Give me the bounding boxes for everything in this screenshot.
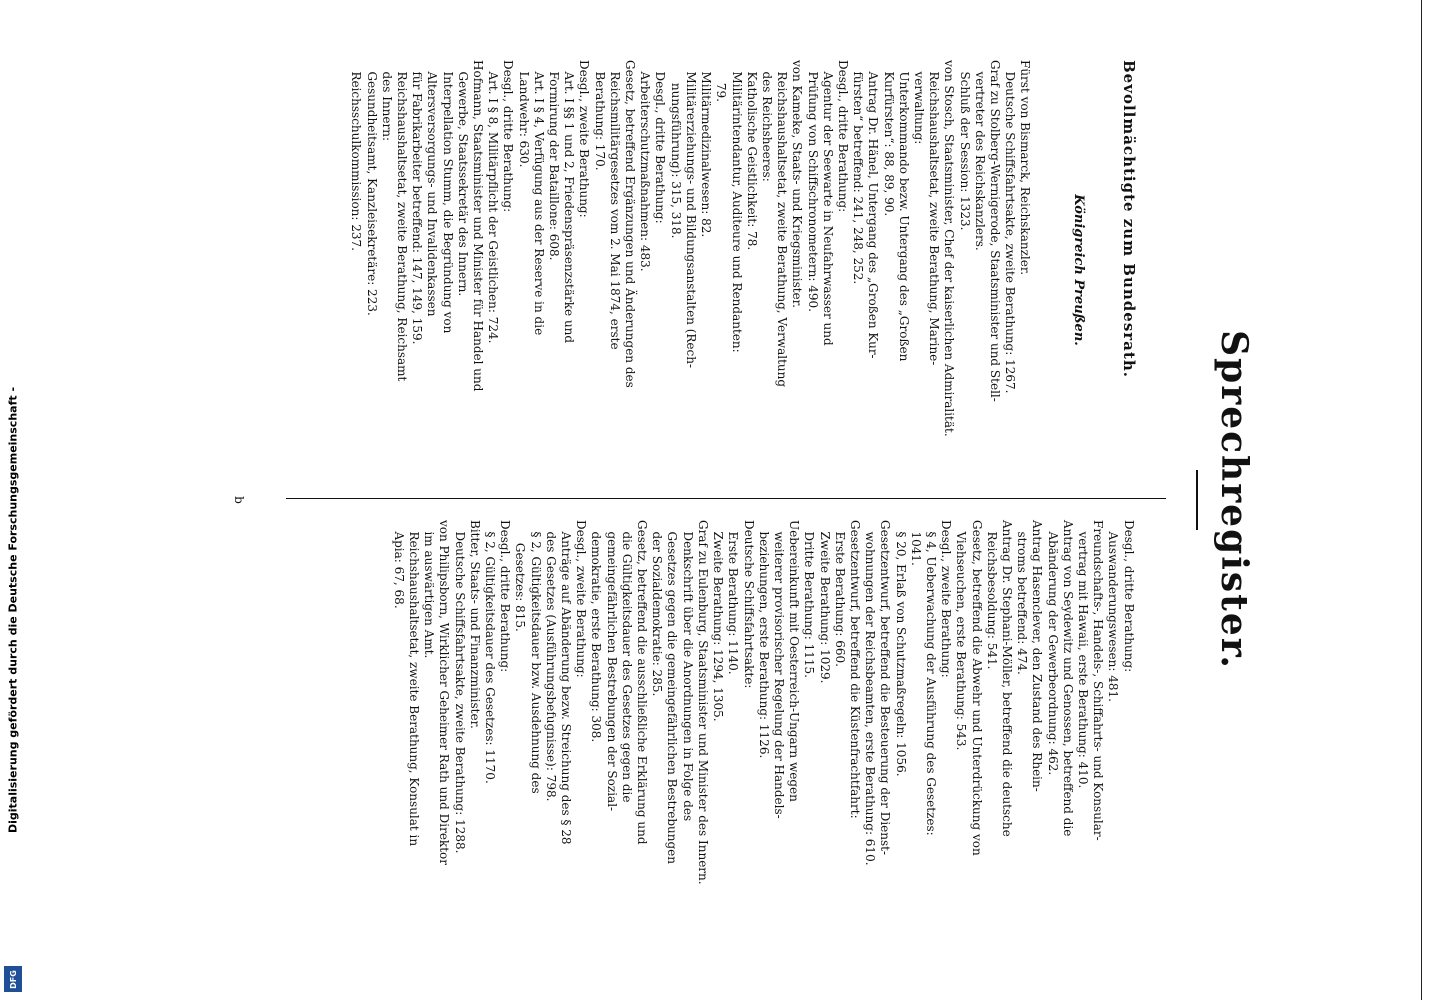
index-entry-line: für Fabrikarbeiter betreffend: 147, 149, 159. xyxy=(410,60,425,345)
index-entry-line: Deutsche Schiffsfahrtsakte, zweite Berathung: 1288. xyxy=(452,520,467,854)
index-entry-line: Landwehr: 630. xyxy=(516,60,531,168)
index-entry-line: der Sozialdemokratie: 285. xyxy=(650,520,665,697)
signature-mark: b xyxy=(232,496,246,504)
index-entry-line: Apia: 67, 68. xyxy=(391,520,406,609)
index-entry-line: vertrag mit Hawaii, erste Berathung: 410. xyxy=(1075,520,1090,789)
index-entry-line: § 20, Erlaß von Schutzmaßregeln: 1056. xyxy=(893,520,908,777)
index-entry-line: Art. I § 4, Verfügung aus der Reserve in die xyxy=(531,60,546,336)
index-entry-line: verwaltung: xyxy=(911,60,926,145)
index-entry-line: weiterer provisorischer Regelung der Handels- xyxy=(771,520,786,819)
right-column xyxy=(360,520,1166,940)
index-entry-line: im auswärtigen Amt. xyxy=(422,520,437,659)
index-entry-line: Auswanderungswesen: 481. xyxy=(1106,520,1121,702)
index-entry-line: Arbeiterschutzmaßnahmen: 483. xyxy=(638,60,653,272)
index-entry-line: Desgl., dritte Berathung: xyxy=(501,60,516,213)
index-entry-line: Desgl., dritte Berathung: xyxy=(498,520,513,673)
right-column-entries xyxy=(391,520,1136,940)
index-entry-line: Gesetzentwurf, betreffend die Besteuerung der Dienst- xyxy=(878,520,893,856)
index-entry-line: Desgl., dritte Berathung: xyxy=(1121,520,1136,673)
index-entry-line: 79. xyxy=(714,60,729,102)
index-entry-line: Zweite Berathung: 1294, 1305. xyxy=(711,520,726,722)
index-entry-line: Graf zu Eulenburg, Staatsminister und Minister des Innern. xyxy=(695,520,710,885)
index-entry-line: Gesetz, betreffend die Abwehr und Unterdrückung von xyxy=(969,520,984,856)
index-entry-line: Deutsche Schiffsfahrtsakte: xyxy=(741,520,756,689)
section-heading: Bevollmächtigte zum Bundesrath. xyxy=(1119,60,1138,378)
index-entry-line: Reichshaushaltsetat, zweite Berathung, Marine- xyxy=(927,60,942,366)
index-entry-line: Altersversorgungs- und Invalidenkassen xyxy=(425,60,440,317)
index-entry-line: Zweite Berathung: 1029. xyxy=(817,520,832,684)
index-entry-line: Reichsschulkommission: 237. xyxy=(349,60,364,251)
index-entry-line: Berathung: 170. xyxy=(592,60,607,171)
index-entry-line: demokratie, erste Berathung: 308. xyxy=(589,520,604,743)
index-entry-line: Militärerziehungs- und Bildungsanstalten (Rech- xyxy=(683,60,698,369)
index-entry-line: Reichsbesoldung: 541. xyxy=(984,520,999,670)
index-entry-line: Antrag Dr. Hänel, Untergang des „Großen Kur- xyxy=(866,60,881,359)
index-entry-line: Gesetzes gegen die gemeingefährlichen Bestrebungen xyxy=(665,520,680,864)
index-entry-line: Gesetz, betreffend Ergänzungen und Änderungen des xyxy=(623,60,638,388)
index-entry-line: des Reichsheeres: xyxy=(759,60,774,182)
index-entry-line: Art. I § 8, Militärpflicht der Geistlichen: 724. xyxy=(486,60,501,344)
column-divider xyxy=(286,498,1166,499)
index-entry-line: Prüfung von Schiffschronometern: 490. xyxy=(805,60,820,312)
index-entry-line: Gewerbe, Staatssekretär des Innern. xyxy=(455,60,470,297)
index-entry-line: Desgl., zweite Berathung: xyxy=(939,520,954,678)
index-entry-line: wohnungen der Reichsbeamten, erste Berathung: 610. xyxy=(863,520,878,866)
index-entry-line: Unterkommando bezw. Untergang des „Großen xyxy=(896,60,911,362)
index-entry-line: Schluß der Session: 1323. xyxy=(957,60,972,231)
index-entry-line: Freundschafts-, Handels-, Schiffahrts- und Konsular- xyxy=(1091,520,1106,841)
index-entry-line: Viehseuchen, erste Berathung: 543. xyxy=(954,520,969,751)
index-entry-line: § 4, Ueberwachung der Ausführung des Gesetzes: xyxy=(923,520,938,836)
index-entry-line: Militärmedizinalwesen: 82. xyxy=(699,60,714,238)
index-entry-line: stroms betreffend: 474. xyxy=(1015,520,1030,675)
index-entry-line: Antrag von Seydewitz und Genossen, betreffend die xyxy=(1060,520,1075,837)
index-entry-line: Interpellation Stumm, die Begründung von xyxy=(440,60,455,334)
index-entry-line: vertreter des Reichskanzlers. xyxy=(972,60,987,251)
index-entry-line: Erste Berathung: 660. xyxy=(832,520,847,667)
index-entry-line: nungsführung): 315, 318. xyxy=(668,60,683,239)
index-entry-line: 1041. xyxy=(908,520,923,566)
index-entry-line: Gesundheitsamt, Kanzleisekretäre: 223. xyxy=(364,60,379,316)
index-entry-line: Art. I §§ 1 und 2, Friedenspräsenzstärke und xyxy=(562,60,577,344)
index-entry-line: Denkschrift über die Anordnungen in Folge des xyxy=(680,520,695,822)
index-entry-line: Katholische Geistlichkeit: 78. xyxy=(744,60,759,251)
title-rule xyxy=(1196,470,1198,530)
index-entry-line: Antrag Dr. Stephani-Möller, betreffend die deutsche xyxy=(999,520,1014,837)
index-entry-line: Graf zu Stolberg-Wernigerode, Staatsminister und Stell- xyxy=(987,60,1002,402)
page-title: Sprechregister. xyxy=(1213,330,1255,670)
index-entry-line: Formirung der Bataillone: 608. xyxy=(547,60,562,261)
section-subheading: Königreich Preußen. xyxy=(1070,194,1086,346)
index-entry-line: Agentur der Seewarte in Neufahrwasser und xyxy=(820,60,835,346)
index-entry-line: von Philipsborn, Wirklicher Geheimer Rath und Direktor xyxy=(437,520,452,865)
index-entry-line: von Kameke, Staats- und Kriegsminister. xyxy=(790,60,805,308)
index-entry-line: des Gesetzes (Ausführungsbefugnisse): 798. xyxy=(543,520,558,802)
index-entry-line: fürsten“ betreffend: 241, 248, 252. xyxy=(851,60,866,285)
index-entry-line: Reichshaushaltsetat, zweite Berathung, Reichsamt xyxy=(395,60,410,382)
index-entry-line: Reichsmilitärgesetzes vom 2. Mai 1874, erste xyxy=(607,60,622,350)
index-entry-line: § 2, Gültigkeitsdauer des Gesetzes: 1170. xyxy=(483,520,498,784)
index-entry-line: Gesetzentwurf, betreffend die Küstenfrachtfahrt: xyxy=(847,520,862,819)
index-entry-line: gemeingefährlichen Bestrebungen der Sozial- xyxy=(604,520,619,812)
index-entry-line: Antrag Hasenclever, den Zustand des Rhein- xyxy=(1030,520,1045,792)
index-entry-line: Gesetzes: 815. xyxy=(513,520,528,632)
dfg-logo-text: DFG xyxy=(8,969,18,989)
index-entry-line: Hofmann, Staatsminister und Minister für Handel und xyxy=(471,60,486,392)
footer-text: Digitalisierung gefördert durch die Deutsche Forschungsgemeinschaft - xyxy=(6,386,20,834)
digitization-footer xyxy=(0,0,26,1000)
index-entry-line: Deutsche Schiffsfahrtsakte, zweite Berathung: 1267. xyxy=(1003,60,1018,394)
dfg-logo xyxy=(4,966,22,992)
index-entry-line: von Stosch, Staatsminister, Chef der kaiserlichen Admiralität. xyxy=(942,60,957,437)
index-entry-line: Kurfürsten“: 88, 89, 90. xyxy=(881,60,896,217)
index-entry-line: Abänderung der Gewerbeordnung: 462. xyxy=(1045,520,1060,776)
index-entry-line: Desgl., zweite Berathung: xyxy=(574,520,589,678)
index-entry-line: Uebereinkunft mit Oesterreich-Ungarn wegen xyxy=(787,520,802,802)
index-entry-line: des Innern: xyxy=(379,60,394,142)
index-entry-line: Desgl., zweite Berathung: xyxy=(577,60,592,218)
index-entry-line: die Gültigkeitsdauer des Gesetzes gegen die xyxy=(619,520,634,803)
index-entry-line: § 2, Gültigkeitsdauer bzw. Ausdehnung des xyxy=(528,520,543,794)
index-entry-line: Reichshaushaltsetat, zweite Berathung, Konsulat in xyxy=(407,520,422,847)
index-entry-line: Fürst von Bismarck, Reichskanzler. xyxy=(1018,60,1033,276)
index-entry-line: Militärintendantur, Auditeure und Rendanten: xyxy=(729,60,744,353)
index-entry-line: Anträge auf Abänderung bezw. Streichung des § 28 xyxy=(559,520,574,845)
index-entry-line: beziehungen, erste Berathung: 1126. xyxy=(756,520,771,759)
scanned-page xyxy=(30,20,1422,980)
left-column-entries xyxy=(348,60,1032,480)
index-entry-line: Bitter, Staats- und Finanzminister. xyxy=(467,520,482,729)
left-column xyxy=(318,60,1166,480)
index-entry-line: Dritte Berathung: 1115. xyxy=(802,520,817,678)
index-entry-line: Gesetz, betreffend die ausschließliche Erklärung und xyxy=(635,520,650,845)
index-entry-line: Desgl., dritte Berathung: xyxy=(653,60,668,224)
index-entry-line: Erste Berathung: 1140. xyxy=(726,520,741,675)
index-entry-line: Reichshaushaltsetat, zweite Berathung, Verwaltung xyxy=(775,60,790,388)
rotated-content xyxy=(196,50,1256,950)
page-edge xyxy=(1421,0,1432,1000)
index-entry-line: Desgl., dritte Berathung: xyxy=(835,60,850,213)
